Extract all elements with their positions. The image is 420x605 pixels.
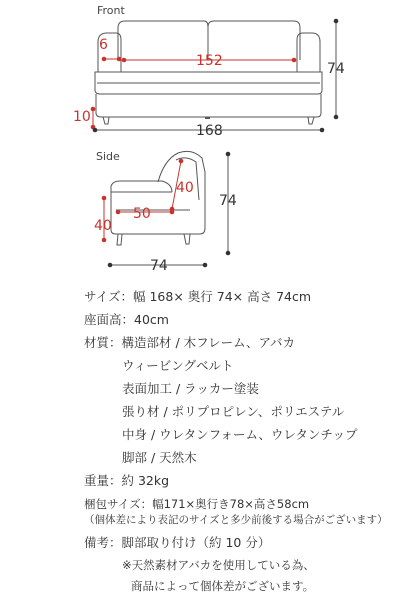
front-leg-height-label: 10 xyxy=(73,109,91,125)
side-height-label: 74 xyxy=(219,193,237,209)
spec-seat-height: 座面高：40cm xyxy=(84,312,169,327)
spec-material-line: 中身 / ウレタンフォーム、ウレタンチップ xyxy=(122,427,358,442)
spec-size: サイズ：幅 168× 奥行 74× 高さ 74cm xyxy=(84,289,312,304)
side-view-title: Side xyxy=(96,150,120,163)
front-sofa-drawing xyxy=(95,21,322,124)
front-height-label: 74 xyxy=(327,61,345,77)
spec-material-line: ウィービングベルト xyxy=(122,358,234,373)
side-sofa-drawing xyxy=(111,151,205,245)
front-total-width-label: 168 xyxy=(196,123,223,139)
spec-remarks: 備考：脚部取り付け（約 10 分） xyxy=(84,535,271,550)
side-back-height-label: 40 xyxy=(176,180,194,196)
spec-remarks-line: ※天然素材アバカを使用している為、 xyxy=(122,558,315,572)
spec-weight: 重量：約 32kg xyxy=(84,473,170,488)
spec-material-line: 表面加工 / ラッカー塗装 xyxy=(122,381,259,396)
spec-material-line: 張り材 / ポリプロピレン、ポリエステル xyxy=(122,404,345,419)
front-seat-width-label: 152 xyxy=(196,53,223,69)
side-seat-height-label: 40 xyxy=(94,218,112,234)
dimension-diagram xyxy=(0,0,420,285)
side-seat-depth-label: 50 xyxy=(133,206,151,222)
spec-package-note: （個体差により表記のサイズと多少前後する場合がございます） xyxy=(84,514,388,526)
spec-package-size: 梱包サイズ：幅171×奥行き78×高さ58cm xyxy=(84,497,310,511)
front-arm-width-label: 6 xyxy=(99,37,108,53)
spec-remarks-line: 商品によって個体差がございます。 xyxy=(131,579,315,593)
spec-material: 材質：構造部材 / 木フレーム、アバカ xyxy=(84,335,296,350)
front-dimension-lines xyxy=(91,19,339,133)
front-view-title: Front xyxy=(97,4,125,17)
side-depth-label: 74 xyxy=(150,258,168,274)
spec-material-line: 脚部 / 天然木 xyxy=(122,450,197,465)
